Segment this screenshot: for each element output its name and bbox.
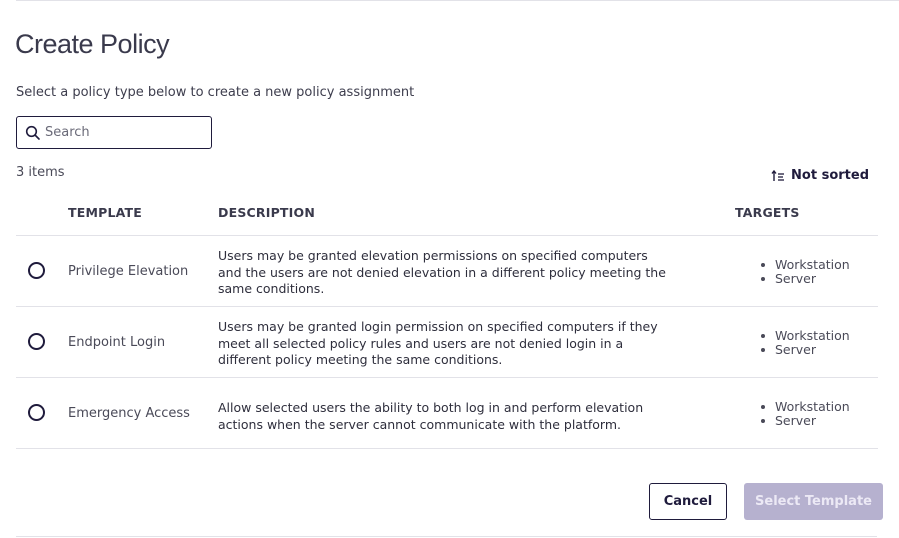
cancel-button[interactable]: Cancel [649,483,727,520]
target-list [761,329,850,357]
search-input[interactable] [45,125,195,140]
row-radio-button[interactable] [28,404,45,421]
top-divider [16,0,899,1]
template-name: Emergency Access [68,406,190,421]
target-list [761,258,850,286]
target-item: Workstation [761,400,850,414]
search-box[interactable] [16,116,212,149]
column-header-targets: TARGETS [735,205,800,220]
sort-button[interactable] [771,168,869,183]
page-subtitle: Select a policy type below to create a new policy assignment [16,85,415,100]
template-description: Users may be granted elevation permissions on specified computers and the users are not denied elevation in a different policy meeting the same conditions. [218,248,666,296]
column-header-description: DESCRIPTION [218,205,315,220]
table-row[interactable] [16,235,878,306]
template-description: Users may be granted login permission on specified computers if they meet all selected policy rules and users are not denied login in a different policy meeting the same conditions. [218,319,658,367]
target-item: Server [761,272,850,286]
column-header-template: TEMPLATE [68,205,142,220]
row-radio-button[interactable] [28,333,45,350]
bottom-divider [16,536,877,537]
target-item: Server [761,343,850,357]
template-description: Allow selected users the ability to both log in and perform elevation actions when the server cannot communicate with the platform. [218,400,644,432]
target-item: Server [761,414,850,428]
template-name: Endpoint Login [68,335,166,350]
template-name: Privilege Elevation [68,264,189,279]
table-bottom-divider [16,448,878,449]
sort-label: Not sorted [791,168,869,183]
target-item: Workstation [761,329,850,343]
search-icon [25,125,41,141]
sort-ascending-icon [771,169,785,183]
row-radio-button[interactable] [28,262,45,279]
target-list [761,400,850,428]
table-row[interactable] [16,306,878,377]
item-count: 3 items [16,165,65,180]
page-title: Create Policy [15,29,170,59]
select-template-button[interactable]: Select Template [744,483,883,520]
table-row[interactable] [16,377,878,448]
target-item: Workstation [761,258,850,272]
